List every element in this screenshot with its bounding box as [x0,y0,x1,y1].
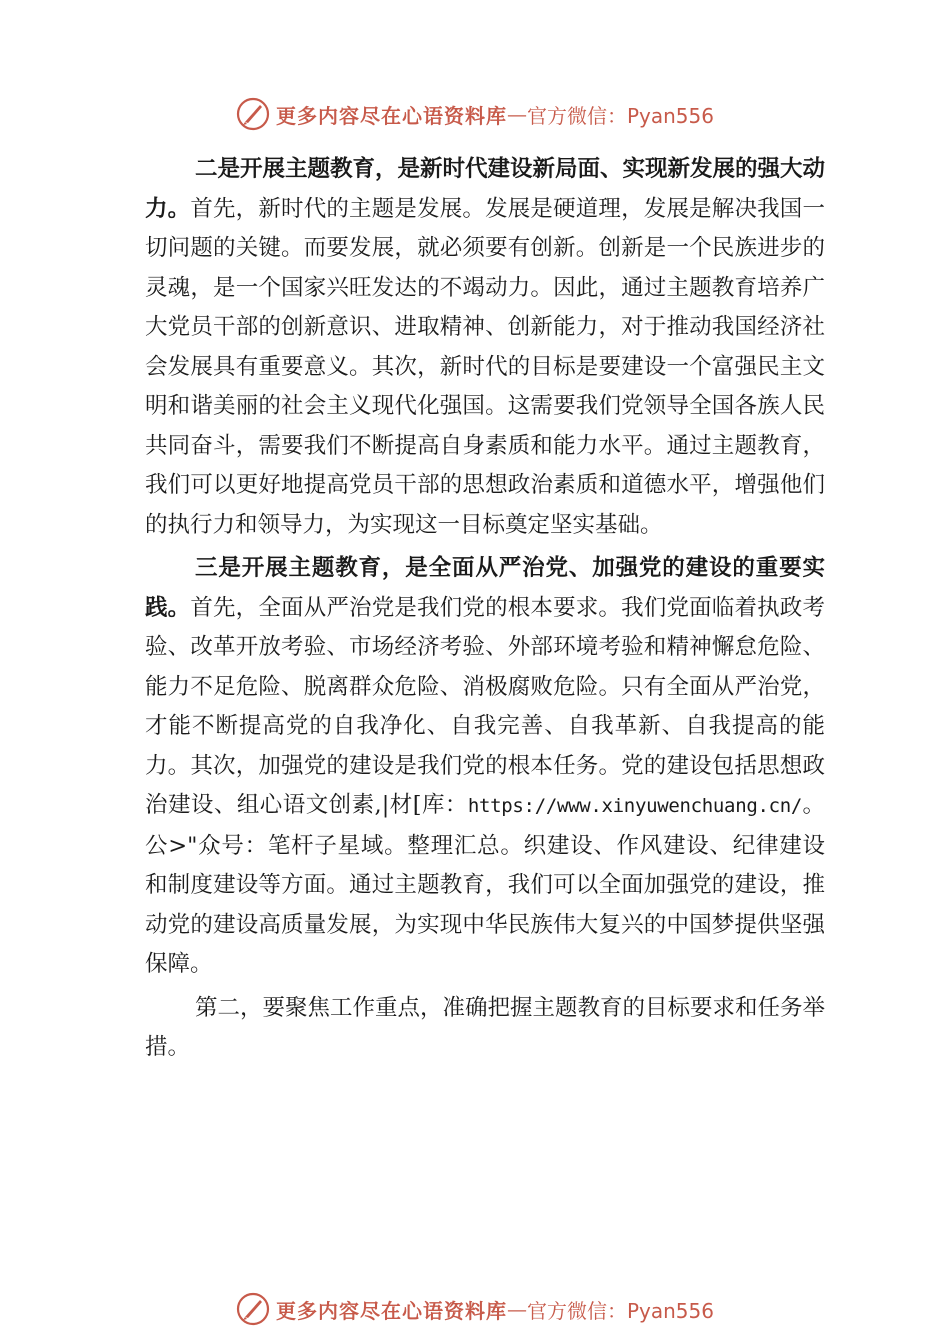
banner-text: 更多内容尽在心语资料库 [275,1298,507,1323]
banner-separator: — [506,1297,527,1321]
section-body: 首先，新时代的主题是发展。发展是硬道理，发展是解决我国一切问题的关键。而要发展，就必须要有创新。创新是一个民族进步的灵魂，是一个国家兴旺发达的不竭动力。因此，通过主题教育培养广大党员干部的创新意识、进取精神、创新能力，对于推动我国经济社会发展具有重要意义。其次，新时代的目标是要建设一个富强民主文明和谐美丽的社会主义现代化强国。这需要我们党领导全国各族人民共同奋斗，需要我们不断提高自身素质和能力水平。通过主题教育，我们可以更好地提高党员干部的思想政治素质和道德水平，增强他们的执行力和领导力，为实现这一目标奠定坚实基础。 [145,195,825,538]
paragraph-section-2 [145,150,825,545]
section-heading: 三是开展主题教育，是全面从严治党、加强党的建设的重要实践。 [145,555,825,621]
paragraph-section-3 [145,549,825,985]
banner-separator: — [506,102,527,126]
section-heading: 二是开展主题教育，是新时代建设新局面、实现新发展的强大动力。 [145,156,826,222]
quill-pen-icon [236,1292,270,1326]
banner-wechat: 官方微信：Pyan556 [526,1298,714,1323]
section-body: 首先，全面从严治党是我们党的根本要求。我们党面临着执政考验、改革开放考验、市场经济考验、外部环境考验和精神懈怠危险、能力不足危险、脱离群众危险、消极腐败危险。只有全面从严治党，才能不断提高党的自我净化、自我完善、自我革新、自我提高的能力。其次，加强党的建设是我们党的根本任务。党的建设包括思想政治建设、组心语文创素,|材[库： [145,594,825,818]
banner-text: 更多内容尽在心语资料库 [275,103,507,128]
footer-watermark [0,1289,950,1329]
closing-paragraph: 第二，要聚焦工作重点，准确把握主题教育的目标要求和任务举措。 [145,994,826,1060]
quill-pen-icon [236,97,270,131]
section-body-continued: 。公>"众号：笔杆子星域。整理汇总。织建设、作风建设、纪律建设和制度建设等方面。通过主题教育，我们可以全面加强党的建设，推动党的建设高质量发展，为实现中华民族伟大复兴的中国梦提供坚强保障。 [145,792,825,977]
header-watermark [0,94,950,134]
banner-wechat: 官方微信：Pyan556 [526,103,714,128]
source-url: https://www.xinyuwenchuang.cn/ [467,795,803,817]
document-body [145,150,825,1068]
